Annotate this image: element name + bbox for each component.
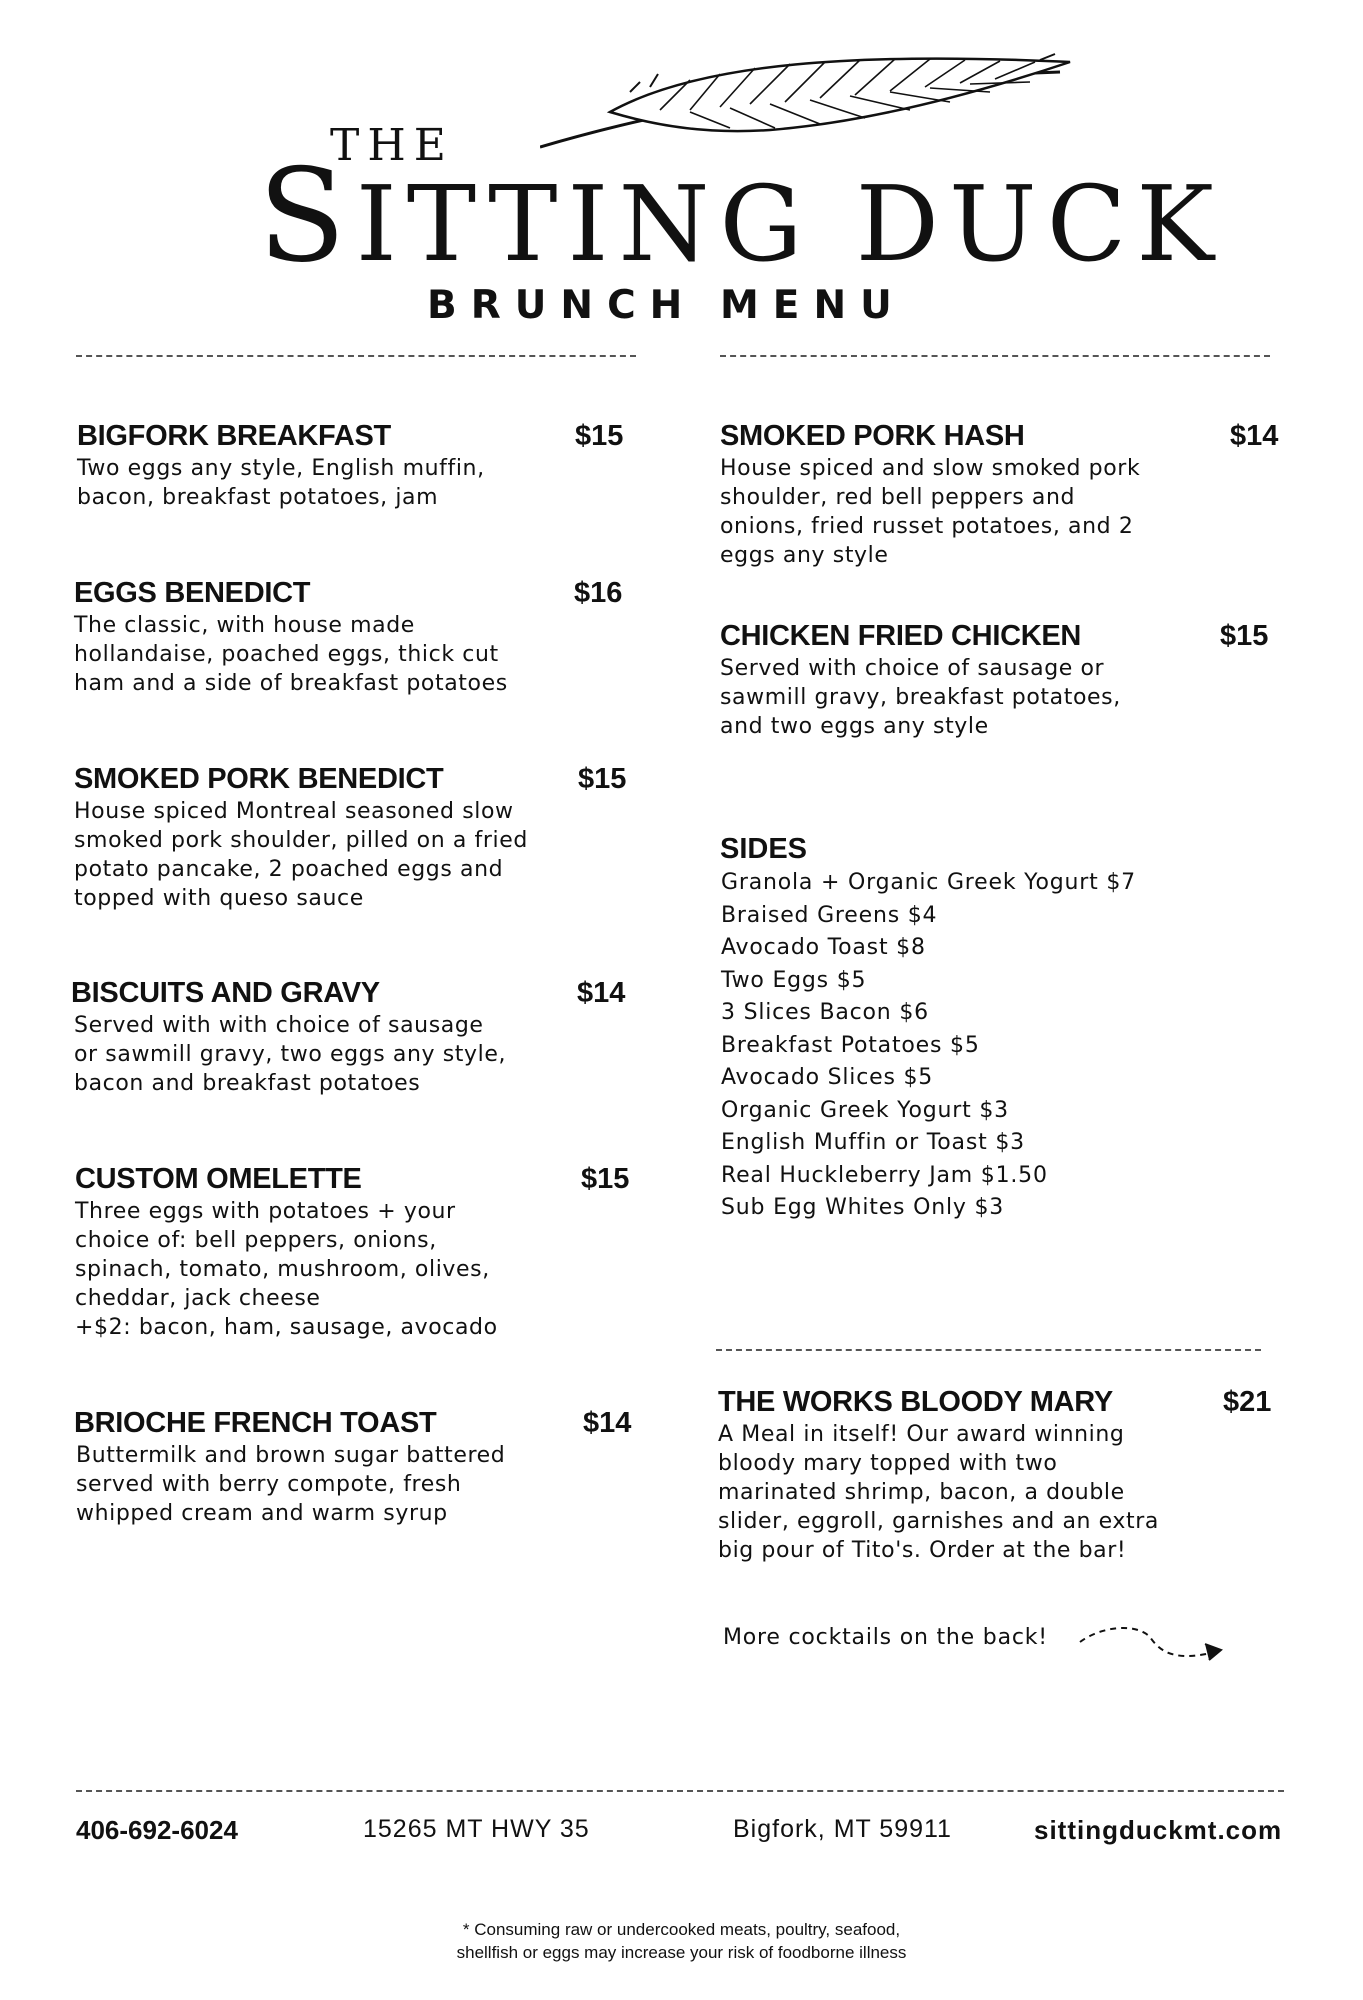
menu-item	[718, 1386, 1159, 1565]
desc-line: hollandaise, poached eggs, thick cut	[74, 642, 499, 667]
desc-line: The classic, with house made	[74, 613, 415, 638]
cocktails-note: More cocktails on the back!	[723, 1625, 1048, 1650]
desc-line: Served with with choice of sausage	[74, 1013, 484, 1038]
item-title: BIGFORK BREAKFAST	[77, 420, 391, 452]
list-item: Avocado Toast $8	[721, 935, 926, 960]
menu-item	[74, 1407, 505, 1528]
logo-letter-d: D	[855, 163, 950, 285]
bloody-mary-divider	[716, 1349, 1261, 1351]
menu-item	[75, 1163, 498, 1342]
sides-section	[720, 833, 1136, 1225]
logo-the: THE	[330, 120, 454, 171]
desc-line: cheddar, jack cheese	[75, 1286, 321, 1311]
list-item: 3 Slices Bacon $6	[721, 1000, 929, 1025]
logo-name	[258, 140, 1224, 294]
desc-line: slider, eggroll, garnishes and an extra	[718, 1509, 1159, 1534]
footer-phone[interactable]: 406-692-6024	[76, 1815, 238, 1845]
footer-divider	[76, 1790, 1284, 1792]
desc-line: +$2: bacon, ham, sausage, avocado	[75, 1315, 498, 1340]
desc-line: eggs any style	[720, 543, 889, 568]
item-title: THE WORKS BLOODY MARY	[718, 1386, 1113, 1418]
desc-line: smoked pork shoulder, pilled on a fried	[74, 828, 528, 853]
item-price: $14	[1230, 420, 1279, 452]
item-price: $16	[574, 577, 623, 609]
header-divider-left	[76, 355, 636, 357]
desc-line: House spiced Montreal seasoned slow	[74, 799, 514, 824]
item-description	[720, 454, 1140, 570]
desc-line: ham and a side of breakfast potatoes	[74, 671, 508, 696]
item-title: BISCUITS AND GRAVY	[71, 977, 380, 1009]
item-description	[75, 1197, 498, 1342]
item-title: CUSTOM OMELETTE	[75, 1163, 362, 1195]
desc-line: spinach, tomato, mushroom, olives,	[75, 1257, 490, 1282]
footer-website[interactable]: sittingduckmt.com	[1034, 1815, 1283, 1845]
desc-line: Served with choice of sausage or	[720, 656, 1105, 681]
desc-line: House spiced and slow smoked pork	[720, 456, 1141, 481]
desc-line: topped with queso sauce	[74, 886, 364, 911]
desc-line: big pour of Tito's. Order at the bar!	[718, 1538, 1127, 1563]
item-description	[74, 1011, 506, 1098]
desc-line: A Meal in itself! Our award winning	[718, 1422, 1125, 1447]
menu-item	[74, 763, 528, 913]
disclaimer-line: shellfish or eggs may increase your risk of foodborne illness	[456, 1943, 907, 1962]
item-title: SMOKED PORK HASH	[720, 420, 1025, 452]
disclaimer	[0, 1918, 1363, 1964]
list-item: Braised Greens $4	[721, 902, 938, 928]
item-price: $15	[575, 420, 624, 452]
item-description	[74, 611, 508, 698]
item-title: CHICKEN FRIED CHICKEN	[720, 620, 1082, 652]
item-description	[74, 797, 528, 913]
menu-item	[77, 420, 485, 512]
item-price: $15	[581, 1163, 630, 1195]
item-price: $15	[578, 763, 627, 795]
item-price: $14	[577, 977, 626, 1009]
list-item: Sub Egg Whites Only $3	[721, 1195, 1005, 1220]
logo-word-sitting: ITTING	[355, 163, 813, 285]
item-description	[76, 1441, 505, 1528]
desc-line: or sawmill gravy, two eggs any style,	[74, 1042, 507, 1067]
sides-title: SIDES	[720, 833, 808, 865]
list-item: Organic Greek Yogurt $3	[721, 1097, 1009, 1123]
list-item: Two Eggs $5	[721, 967, 867, 993]
menu-item	[720, 420, 1140, 570]
item-title: EGGS BENEDICT	[74, 577, 311, 609]
dashed-arrow-icon	[1075, 1622, 1235, 1672]
feather-icon	[540, 52, 1080, 152]
list-item: Avocado Slices $5	[721, 1065, 934, 1090]
footer-address: 15265 MT HWY 35	[363, 1815, 590, 1843]
desc-line: sawmill gravy, breakfast potatoes,	[720, 685, 1121, 710]
desc-line: potato pancake, 2 poached eggs and	[74, 857, 504, 882]
logo-word-duck: UCK	[949, 163, 1224, 285]
item-description	[77, 454, 485, 512]
desc-line: choice of: bell peppers, onions,	[75, 1228, 437, 1253]
menu-item	[720, 620, 1121, 741]
item-title: SMOKED PORK BENEDICT	[74, 763, 444, 795]
item-price: $21	[1223, 1386, 1272, 1418]
desc-line: Three eggs with potatoes + your	[75, 1199, 456, 1224]
list-item: English Muffin or Toast $3	[721, 1130, 1025, 1155]
disclaimer-line: * Consuming raw or undercooked meats, poultry, seafood,	[462, 1920, 901, 1939]
desc-line: Two eggs any style, English muffin,	[77, 456, 485, 481]
desc-line: whipped cream and warm syrup	[76, 1501, 448, 1526]
sides-list	[721, 867, 1136, 1225]
menu-heading: MENU	[720, 283, 906, 328]
list-item: Real Huckleberry Jam $1.50	[721, 1162, 1048, 1188]
item-price: $15	[1220, 620, 1269, 652]
desc-line: served with berry compote, fresh	[76, 1472, 462, 1497]
desc-line: bacon, breakfast potatoes, jam	[77, 485, 439, 510]
menu-item	[74, 577, 508, 698]
desc-line: marinated shrimp, bacon, a double	[718, 1480, 1125, 1505]
brunch-heading: BRUNCH	[427, 283, 697, 328]
logo-letter-s: S	[258, 142, 356, 291]
desc-line: shoulder, red bell peppers and	[720, 485, 1076, 510]
item-description	[718, 1420, 1159, 1565]
menu-item	[71, 977, 506, 1098]
item-price: $14	[583, 1407, 632, 1439]
item-title: BRIOCHE FRENCH TOAST	[74, 1407, 437, 1439]
desc-line: Buttermilk and brown sugar battered	[76, 1443, 506, 1468]
footer-city: Bigfork, MT 59911	[733, 1815, 952, 1843]
desc-line: bacon and breakfast potatoes	[74, 1071, 421, 1096]
desc-line: and two eggs any style	[720, 714, 989, 739]
list-item: Breakfast Potatoes $5	[721, 1032, 980, 1058]
desc-line: onions, fried russet potatoes, and 2	[720, 514, 1134, 539]
item-description	[720, 654, 1121, 741]
desc-line: bloody mary topped with two	[718, 1451, 1058, 1476]
list-item: Granola + Organic Greek Yogurt $7	[721, 870, 1136, 895]
header-divider-right	[720, 355, 1270, 357]
